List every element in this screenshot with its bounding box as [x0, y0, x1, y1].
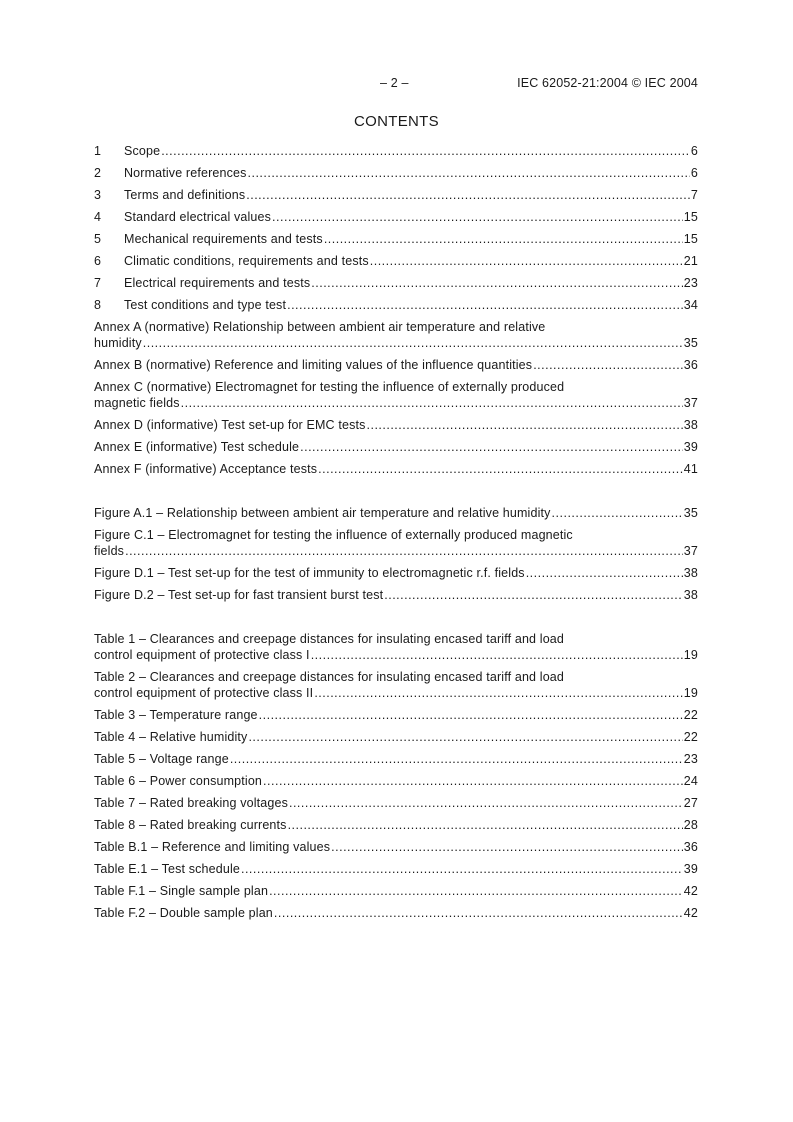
toc-entry-table-8[interactable]: [94, 817, 698, 833]
dot-leader: [314, 685, 682, 701]
dot-leader: [331, 839, 683, 855]
entry-label: Table 7 – Rated breaking voltages: [94, 796, 288, 810]
entry-label: Climatic conditions, requirements and tests: [124, 254, 369, 268]
entry-label: Table F.1 – Single sample plan: [94, 884, 269, 898]
entry-label: Electrical requirements and tests: [124, 276, 311, 290]
page-ref: 22: [683, 730, 698, 744]
entry-label: Test conditions and type test: [124, 298, 287, 312]
dot-leader: [246, 187, 690, 203]
dot-leader: [230, 751, 683, 767]
document-id: IEC 62052-21:2004 © IEC 2004: [517, 76, 698, 90]
toc-entry-annex-f[interactable]: [94, 461, 698, 477]
dot-leader: [370, 253, 683, 269]
dot-leader: [287, 297, 683, 313]
toc-entry-table-b1[interactable]: [94, 839, 698, 855]
toc-title: CONTENTS: [354, 113, 439, 130]
clause-number: 4: [94, 210, 102, 224]
entry-label: Table 3 – Temperature range: [94, 708, 258, 722]
entry-label: Figure A.1 – Relationship between ambient air temperature and relative humidity: [94, 506, 551, 520]
toc-entry-table-f1[interactable]: [94, 883, 698, 899]
page-ref: 23: [683, 276, 698, 290]
page-ref: 19: [683, 686, 698, 700]
entry-label: Annex E (informative) Test schedule: [94, 440, 300, 454]
dot-leader: [272, 209, 683, 225]
page-ref: 36: [683, 840, 698, 854]
toc-entry-table-2[interactable]: [94, 669, 698, 701]
entry-label-line2: control equipment of protective class II: [94, 686, 314, 700]
entry-label: Annex D (informative) Test set-up for EMC tests: [94, 418, 366, 432]
toc-entry-table-1[interactable]: [94, 631, 698, 663]
page-ref: 34: [683, 298, 698, 312]
page-ref: 23: [683, 752, 698, 766]
page-ref: 24: [683, 774, 698, 788]
dot-leader: [289, 795, 683, 811]
toc-entry-clause-6[interactable]: [94, 253, 698, 269]
entry-label-line2: humidity: [94, 336, 142, 350]
page-ref: 38: [683, 566, 698, 580]
toc-entry-annex-d[interactable]: [94, 417, 698, 433]
entry-label-line1: Table 1 – Clearances and creepage distances for insulating encased tariff and load: [94, 632, 565, 646]
page-ref: 42: [683, 906, 698, 920]
clause-number: 7: [94, 276, 102, 290]
page-ref: 19: [683, 648, 698, 662]
page-ref: 36: [683, 358, 698, 372]
page-ref: 27: [683, 796, 698, 810]
page-ref: 28: [683, 818, 698, 832]
dot-leader: [181, 395, 683, 411]
dot-leader: [248, 729, 682, 745]
dot-leader: [269, 883, 683, 899]
toc-entry-figure-c1[interactable]: [94, 527, 698, 559]
toc-entry-figure-d1[interactable]: [94, 565, 698, 581]
entry-label: Table 4 – Relative humidity: [94, 730, 248, 744]
dot-leader: [248, 165, 690, 181]
toc-entry-clause-2[interactable]: [94, 165, 698, 181]
dot-leader: [533, 357, 683, 373]
toc-entry-table-5[interactable]: [94, 751, 698, 767]
entry-label: Mechanical requirements and tests: [124, 232, 323, 246]
table-of-contents: [94, 143, 698, 927]
clause-number: 3: [94, 188, 102, 202]
toc-entry-table-e1[interactable]: [94, 861, 698, 877]
dot-leader: [384, 587, 683, 603]
page-ref: 7: [690, 188, 698, 202]
entry-label: Figure D.1 – Test set-up for the test of immunity to electromagnetic r.f. fields: [94, 566, 525, 580]
clause-number: 2: [94, 166, 102, 180]
dot-leader: [311, 275, 683, 291]
entry-label: Standard electrical values: [124, 210, 272, 224]
dot-leader: [288, 817, 683, 833]
section-gap: [94, 483, 698, 505]
page-ref: 38: [683, 588, 698, 602]
entry-label: Annex B (normative) Reference and limiting values of the influence quantities: [94, 358, 533, 372]
page-ref: 42: [683, 884, 698, 898]
entry-label-line2: control equipment of protective class I: [94, 648, 310, 662]
dot-leader: [318, 461, 683, 477]
entry-label-line1: Table 2 – Clearances and creepage distances for insulating encased tariff and load: [94, 670, 565, 684]
dot-leader: [367, 417, 683, 433]
entry-label: Normative references: [124, 166, 247, 180]
page-ref: 21: [683, 254, 698, 268]
clause-number: 6: [94, 254, 102, 268]
toc-entry-clause-4[interactable]: [94, 209, 698, 225]
toc-entry-annex-b[interactable]: [94, 357, 698, 373]
dot-leader: [324, 231, 683, 247]
dot-leader: [552, 505, 683, 521]
toc-entry-table-7[interactable]: [94, 795, 698, 811]
page-ref: 6: [690, 166, 698, 180]
dot-leader: [143, 335, 683, 351]
entry-label: Table 5 – Voltage range: [94, 752, 229, 766]
page-ref: 15: [683, 210, 698, 224]
toc-entry-figure-d2[interactable]: [94, 587, 698, 603]
clause-number: 5: [94, 232, 102, 246]
dot-leader: [259, 707, 683, 723]
entry-label: Table E.1 – Test schedule: [94, 862, 240, 876]
entry-label: Annex F (informative) Acceptance tests: [94, 462, 318, 476]
dot-leader: [125, 543, 683, 559]
entry-label-line1: Figure C.1 – Electromagnet for testing the influence of externally produced magnetic: [94, 528, 573, 542]
page-ref: 38: [683, 418, 698, 432]
toc-entry-clause-5[interactable]: [94, 231, 698, 247]
page-ref: 37: [683, 544, 698, 558]
toc-entry-table-f2[interactable]: [94, 905, 698, 921]
clause-number: 1: [94, 144, 102, 158]
entry-label-line1: Annex C (normative) Electromagnet for testing the influence of externally produced: [94, 380, 565, 394]
section-gap: [94, 609, 698, 631]
entry-label-line2: fields: [94, 544, 125, 558]
toc-entry-table-3[interactable]: [94, 707, 698, 723]
dot-leader: [300, 439, 683, 455]
entry-label: Table B.1 – Reference and limiting values: [94, 840, 331, 854]
page-ref: 6: [690, 144, 698, 158]
dot-leader: [241, 861, 683, 877]
clause-number: 8: [94, 298, 102, 312]
toc-entry-table-6[interactable]: [94, 773, 698, 789]
entry-label: Scope: [124, 144, 161, 158]
page-header: [95, 76, 698, 94]
toc-entry-figure-a1[interactable]: [94, 505, 698, 521]
toc-entry-clause-7[interactable]: [94, 275, 698, 291]
toc-entry-clause-3[interactable]: [94, 187, 698, 203]
toc-entry-annex-c[interactable]: [94, 379, 698, 411]
toc-entry-table-4[interactable]: [94, 729, 698, 745]
dot-leader: [161, 143, 690, 159]
dot-leader: [274, 905, 683, 921]
page-ref: 35: [683, 336, 698, 350]
page-ref: 15: [683, 232, 698, 246]
entry-label: Table F.2 – Double sample plan: [94, 906, 273, 920]
page-number: – 2 –: [380, 76, 409, 90]
entry-label-line1: Annex A (normative) Relationship between ambient air temperature and relative: [94, 320, 546, 334]
page-ref: 39: [683, 862, 698, 876]
entry-label: Figure D.2 – Test set-up for fast transient burst test: [94, 588, 384, 602]
dot-leader: [263, 773, 683, 789]
toc-entry-annex-e[interactable]: [94, 439, 698, 455]
toc-entry-clause-8[interactable]: [94, 297, 698, 313]
page-ref: 22: [683, 708, 698, 722]
page-ref: 41: [683, 462, 698, 476]
entry-label: Table 8 – Rated breaking currents: [94, 818, 287, 832]
page-ref: 35: [683, 506, 698, 520]
toc-entry-clause-1[interactable]: [94, 143, 698, 159]
entry-label: Table 6 – Power consumption: [94, 774, 263, 788]
dot-leader: [311, 647, 683, 663]
entry-label-line2: magnetic fields: [94, 396, 180, 410]
toc-entry-annex-a[interactable]: [94, 319, 698, 351]
page-ref: 39: [683, 440, 698, 454]
dot-leader: [526, 565, 683, 581]
entry-label: Terms and definitions: [124, 188, 246, 202]
page-ref: 37: [683, 396, 698, 410]
